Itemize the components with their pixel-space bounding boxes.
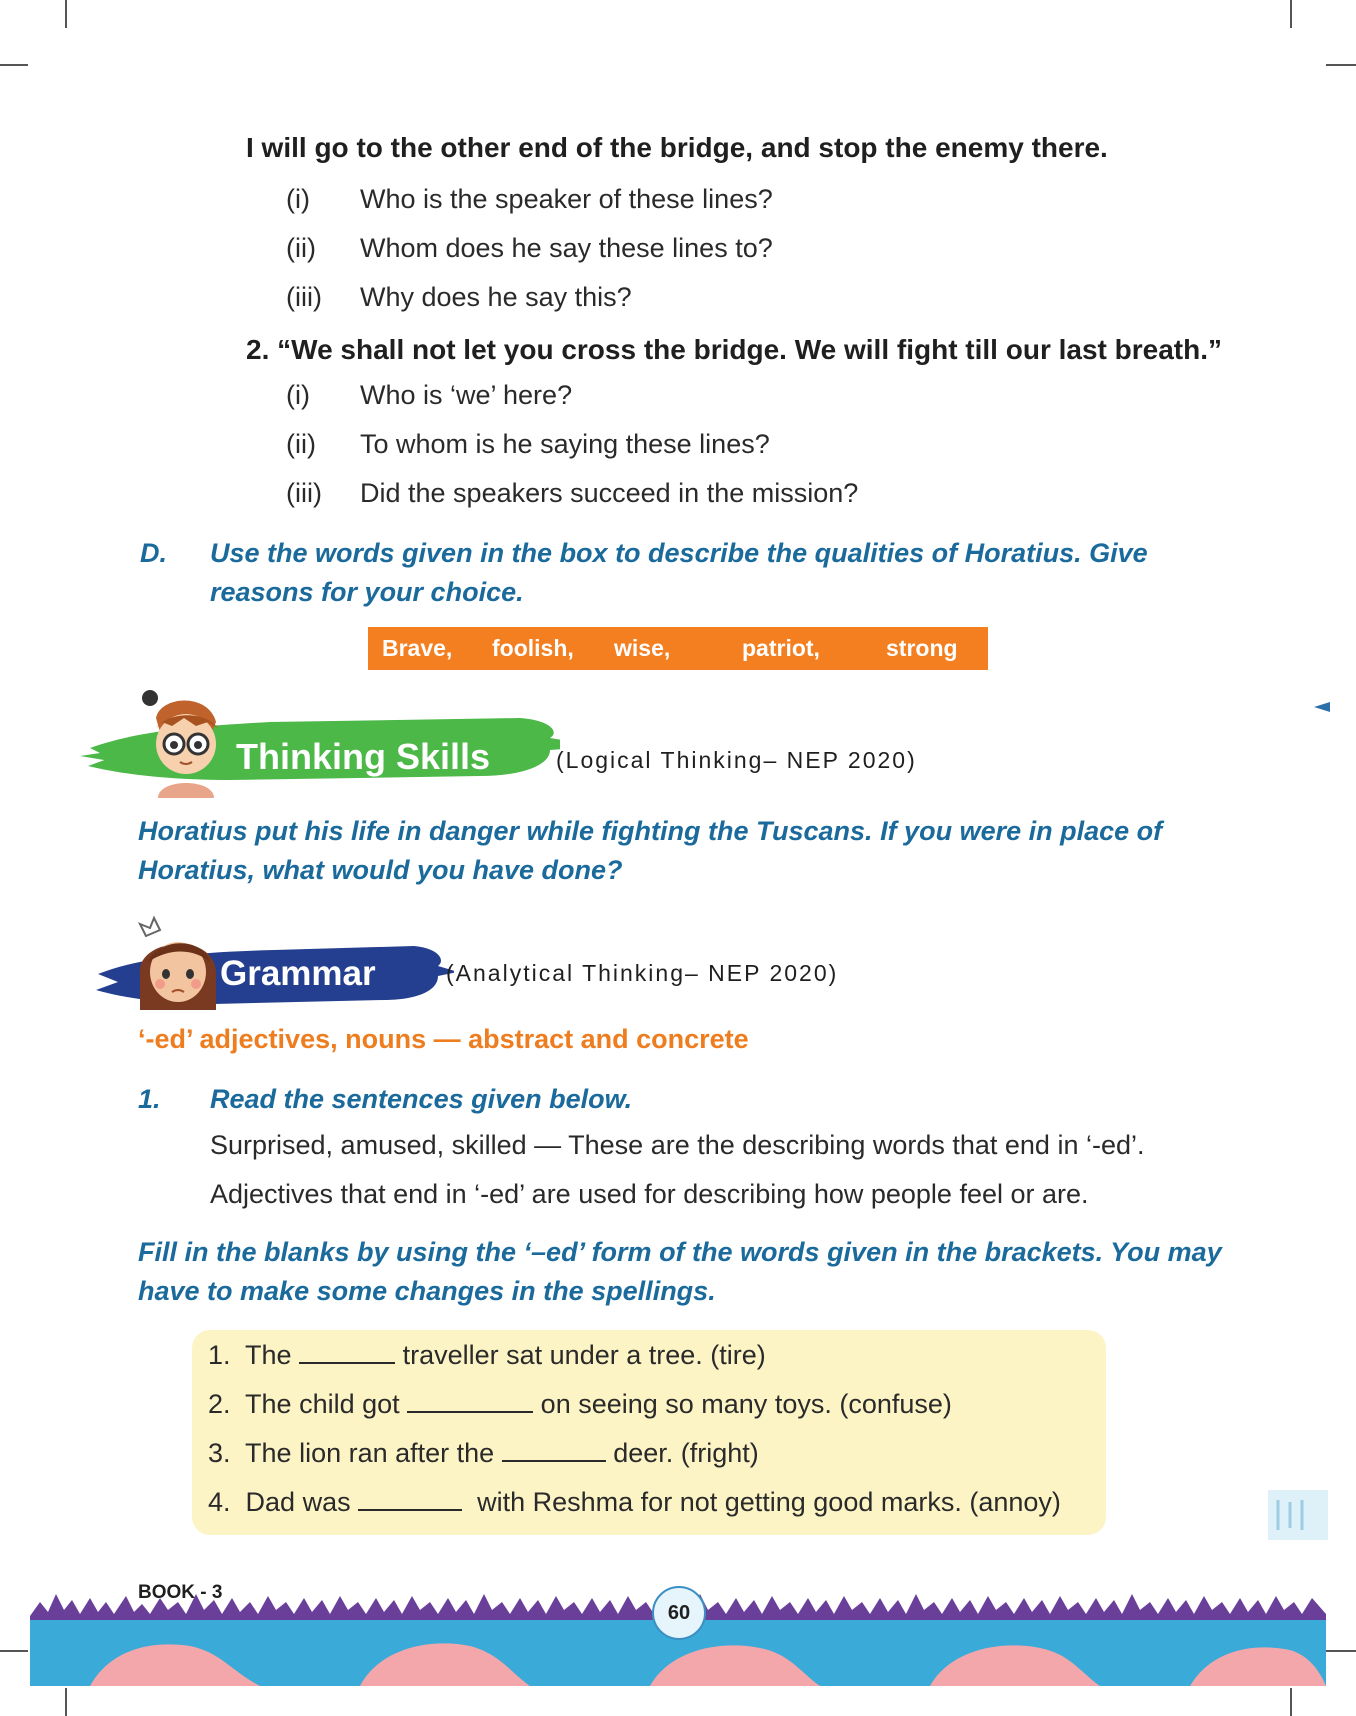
explanation-line: Surprised, amused, skilled — These are the describing words that end in ‘-ed’. [210,1130,1145,1160]
blank [407,1389,533,1413]
crop-mark [65,0,67,28]
question-number: 2. [246,334,270,365]
section-letter: D. [140,538,167,568]
blank [502,1438,606,1462]
exercise-item: 4. Dad was with Reshma for not getting good marks. (annoy) [208,1487,1061,1517]
arrow-mark-icon [1312,700,1332,714]
item-title: Read the sentences given below. [210,1084,633,1114]
item-number: 1. [138,1084,161,1114]
thinking-skills-title: Thinking Skills [236,736,491,777]
word-box [368,627,988,670]
intro-line: I will go to the other end of the bridge, and stop the enemy there. [246,132,1108,163]
exercise-item: 3. The lion ran after the deer. (fright) [208,1438,759,1468]
crop-mark [0,64,28,66]
thinking-question: Horatius put his life in danger while fighting the Tuscans. If you were in place of Horatius, what would you have done? [138,816,1163,885]
grammar-heading: ‘-ed’ adjectives, nouns — abstract and concrete [138,1024,749,1054]
word: patriot, [742,635,820,661]
word: wise, [614,635,671,661]
crop-mark [65,1688,67,1716]
question-2 [246,334,1222,366]
exercise-item: 1. The traveller sat under a tree. (tire) [208,1340,766,1370]
crop-mark [1290,0,1292,28]
page-number: 60 [652,1586,706,1640]
crop-mark [0,1650,28,1652]
crop-mark [1326,1650,1356,1652]
blank [358,1487,462,1511]
crop-mark [1290,1688,1292,1716]
thinking-skills-tag: (Logical Thinking– NEP 2020) [556,747,917,773]
explanation-line: Adjectives that end in ‘-ed’ are used for describing how people feel or are. [210,1179,1089,1209]
word: foolish, [492,635,574,661]
word: Brave, [382,635,453,661]
grammar-tag: (Analytical Thinking– NEP 2020) [446,960,839,986]
fill-instruction: Fill in the blanks by using the ‘–ed’ form of the words given in the brackets. You may have to make some changes in the spellings. [138,1237,1222,1306]
grammar-title: Grammar [220,954,376,993]
boy-avatar-icon [138,688,228,798]
crop-mark [1326,64,1356,66]
exercise-item: 2. The child got on seeing so many toys. (confuse) [208,1389,952,1419]
section-d-text: Use the words given in the box to describe the qualities of Horatius. Give reasons for your choice. [210,538,1148,607]
word: strong [886,635,958,661]
book-label: BOOK - 3 [138,1582,223,1603]
girl-avatar-icon [132,914,222,1014]
question-text: “We shall not let you cross the bridge. We will fight till our last breath.” [277,334,1223,365]
blank [299,1340,395,1364]
decorative-strip [1268,1490,1328,1540]
